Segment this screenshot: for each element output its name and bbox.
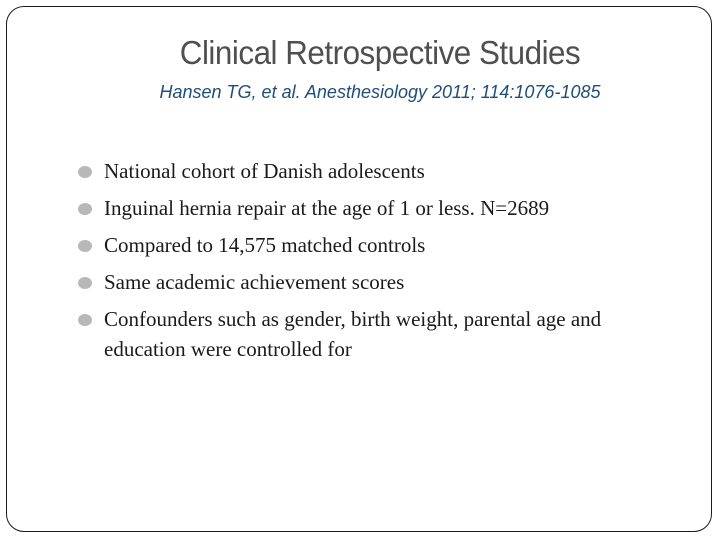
bullet-text: Same academic achievement scores xyxy=(104,270,405,294)
bullet-text: Compared to 14,575 matched controls xyxy=(104,233,426,257)
bullet-item xyxy=(78,193,688,223)
slide-title: Clinical Retrospective Studies xyxy=(179,34,581,71)
citation-subtitle: Hansen TG, et al. Anesthesiology 2011; 114:1076-1085 xyxy=(159,82,601,102)
bullet-item xyxy=(78,304,688,364)
bullet-text: Inguinal hernia repair at the age of 1 or less. N=2689 xyxy=(104,196,550,220)
bullet-text: Confounders such as gender, birth weight, parental age and education were controlled for xyxy=(104,307,602,361)
bullet-dot-icon xyxy=(78,277,92,289)
bullet-dot-icon xyxy=(78,203,92,215)
bullet-dot-icon xyxy=(78,314,92,326)
bullet-dot-icon xyxy=(78,240,92,252)
bullet-dot-icon xyxy=(78,166,92,178)
bullet-item xyxy=(78,230,688,260)
bullet-item xyxy=(78,156,688,186)
bullet-list xyxy=(78,156,688,371)
bullet-item xyxy=(78,267,688,297)
bullet-text: National cohort of Danish adolescents xyxy=(104,159,425,183)
